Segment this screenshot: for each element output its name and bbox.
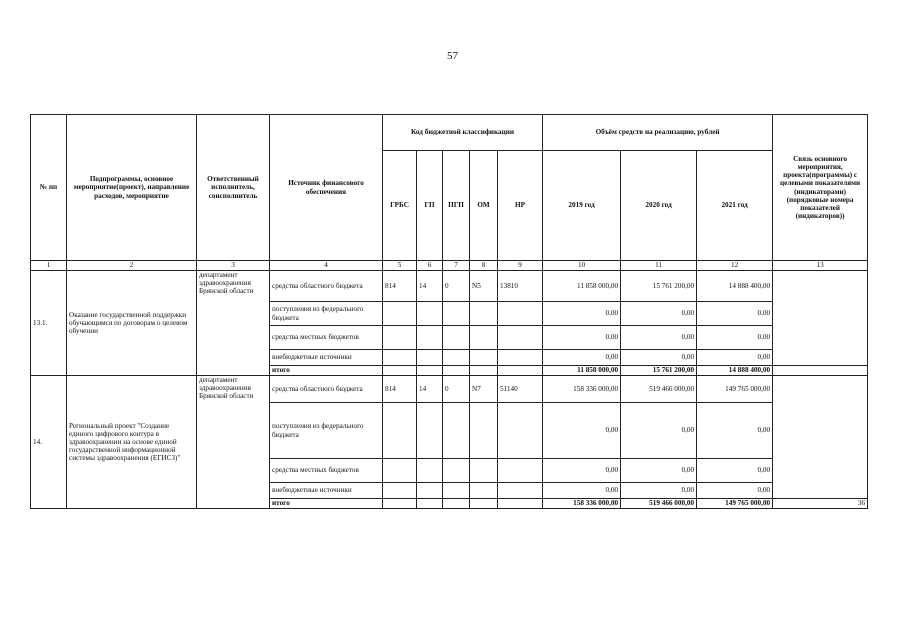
grbs-code <box>383 350 417 366</box>
grbs-code <box>383 459 417 483</box>
row-number: 14. <box>31 376 67 509</box>
grbs-code <box>383 326 417 350</box>
amount-2020: 0,00 <box>621 483 697 499</box>
amount-2019: 0,00 <box>543 326 621 350</box>
amount-2020: 15 761 200,00 <box>621 271 697 302</box>
amount-2020: 0,00 <box>621 326 697 350</box>
funding-source: средства областного бюджета <box>270 271 383 302</box>
nr-code <box>498 459 543 483</box>
pgp-code: 0 <box>443 271 470 302</box>
header-2021: 2021 год <box>697 151 773 261</box>
amount-2021: 0,00 <box>697 459 773 483</box>
nr-code: 51140 <box>498 376 543 403</box>
nr-code <box>498 499 543 509</box>
om-code <box>470 499 498 509</box>
funding-source: внебюджетные источники <box>270 483 383 499</box>
pgp-code: 0 <box>443 376 470 403</box>
om-code <box>470 302 498 326</box>
header-pgp: ПГП <box>443 151 470 261</box>
amount-2019: 0,00 <box>543 483 621 499</box>
amount-2021: 0,00 <box>697 403 773 459</box>
header-2020: 2020 год <box>621 151 697 261</box>
header-volume-group: Объём средств на реализацию, рублей <box>543 115 773 151</box>
amount-2020: 0,00 <box>621 350 697 366</box>
col-number: 13 <box>773 261 868 271</box>
gp-code: 14 <box>417 376 443 403</box>
total-2019: 158 336 000,00 <box>543 499 621 509</box>
pgp-code <box>443 302 470 326</box>
nr-code <box>498 326 543 350</box>
amount-2021: 149 765 000,00 <box>697 376 773 403</box>
amount-2020: 0,00 <box>621 403 697 459</box>
nr-code <box>498 350 543 366</box>
om-code <box>470 483 498 499</box>
col-number: 7 <box>443 261 470 271</box>
om-code <box>470 366 498 376</box>
funding-source: поступления из федерального бюджета <box>270 403 383 459</box>
gp-code <box>417 499 443 509</box>
amount-2020: 0,00 <box>621 459 697 483</box>
responsible-executor: департамент здравоохранения Брянской области <box>197 376 270 509</box>
budget-table <box>30 114 868 509</box>
total-2019: 11 858 000,00 <box>543 366 621 376</box>
header-kbk-group: Код бюджетной классификации <box>383 115 543 151</box>
gp-code: 14 <box>417 271 443 302</box>
grbs-code <box>383 302 417 326</box>
header-responsible: Ответственный исполнитель, соисполнитель <box>197 115 270 261</box>
funding-source: внебюджетные источники <box>270 350 383 366</box>
funding-source: средства местных бюджетов <box>270 459 383 483</box>
nr-code <box>498 302 543 326</box>
amount-2019: 0,00 <box>543 350 621 366</box>
header-no: № пп <box>31 115 67 261</box>
nr-code <box>498 366 543 376</box>
grbs-code <box>383 403 417 459</box>
amount-2021: 0,00 <box>697 302 773 326</box>
funding-source: поступления из федерального бюджета <box>270 302 383 326</box>
col-number: 8 <box>470 261 498 271</box>
header-source: Источник финансового обеспечения <box>270 115 383 261</box>
grbs-code <box>383 366 417 376</box>
indicator-link <box>773 376 868 499</box>
column-number-row <box>31 261 868 271</box>
col-number: 5 <box>383 261 417 271</box>
om-code: N5 <box>470 271 498 302</box>
total-2021: 149 765 000,00 <box>697 499 773 509</box>
col-number: 4 <box>270 261 383 271</box>
funding-source: средства местных бюджетов <box>270 326 383 350</box>
pgp-code <box>443 350 470 366</box>
pgp-code <box>443 499 470 509</box>
nr-code <box>498 403 543 459</box>
total-label: итого <box>270 366 383 376</box>
header-om: ОМ <box>470 151 498 261</box>
header-subprogram: Подпрограммы, основное мероприятие(проект), направление расходов, мероприятие <box>67 115 197 261</box>
amount-2021: 0,00 <box>697 483 773 499</box>
row-number: 13.1. <box>31 271 67 376</box>
amount-2020: 519 466 000,00 <box>621 376 697 403</box>
amount-2019: 0,00 <box>543 302 621 326</box>
om-code <box>470 459 498 483</box>
page-number: 57 <box>447 50 458 62</box>
header-gp: ГП <box>417 151 443 261</box>
col-number: 1 <box>31 261 67 271</box>
pgp-code <box>443 459 470 483</box>
header-nr: НР <box>498 151 543 261</box>
om-code <box>470 403 498 459</box>
responsible-executor: департамент здравоохранения Брянской области <box>197 271 270 376</box>
pgp-code <box>443 366 470 376</box>
gp-code <box>417 366 443 376</box>
pgp-code <box>443 326 470 350</box>
amount-2019: 0,00 <box>543 403 621 459</box>
gp-code <box>417 326 443 350</box>
gp-code <box>417 403 443 459</box>
grbs-code: 814 <box>383 271 417 302</box>
pgp-code <box>443 483 470 499</box>
gp-code <box>417 459 443 483</box>
om-code <box>470 350 498 366</box>
indicator-link <box>773 366 868 376</box>
measure-name: Оказание государственной поддержки обучающимся по договорам о целевом обучении <box>67 271 197 376</box>
grbs-code <box>383 483 417 499</box>
total-2020: 519 466 000,00 <box>621 499 697 509</box>
amount-2019: 158 336 000,00 <box>543 376 621 403</box>
gp-code <box>417 350 443 366</box>
col-number: 9 <box>498 261 543 271</box>
om-code: N7 <box>470 376 498 403</box>
gp-code <box>417 302 443 326</box>
total-label: итого <box>270 499 383 509</box>
amount-2021: 0,00 <box>697 350 773 366</box>
om-code <box>470 326 498 350</box>
measure-name: Региональный проект "Создание единого цифрового контура в здравоохранении на основе единой государственной информационной системы здравоохранения (ЕГИСЗ)" <box>67 376 197 509</box>
header-link: Связь основного мероприятия, проекта(программы) с целевыми показателями (индикаторами) (порядковые номера показателей (индикаторов)) <box>773 115 868 261</box>
nr-code <box>498 483 543 499</box>
pgp-code <box>443 403 470 459</box>
amount-2019: 0,00 <box>543 459 621 483</box>
funding-source: средства областного бюджета <box>270 376 383 403</box>
header-grbs: ГРБС <box>383 151 417 261</box>
amount-2021: 14 888 400,00 <box>697 271 773 302</box>
col-number: 12 <box>697 261 773 271</box>
grbs-code: 814 <box>383 376 417 403</box>
total-2021: 14 888 400,00 <box>697 366 773 376</box>
indicator-link <box>773 271 868 366</box>
indicator-link: 36 <box>773 499 868 509</box>
grbs-code <box>383 499 417 509</box>
col-number: 6 <box>417 261 443 271</box>
header-2019: 2019 год <box>543 151 621 261</box>
col-number: 3 <box>197 261 270 271</box>
amount-2020: 0,00 <box>621 302 697 326</box>
table-row <box>31 271 868 302</box>
col-number: 11 <box>621 261 697 271</box>
col-number: 2 <box>67 261 197 271</box>
col-number: 10 <box>543 261 621 271</box>
gp-code <box>417 483 443 499</box>
amount-2019: 11 858 000,00 <box>543 271 621 302</box>
table-row <box>31 376 868 403</box>
amount-2021: 0,00 <box>697 326 773 350</box>
total-2020: 15 761 200,00 <box>621 366 697 376</box>
nr-code: 13810 <box>498 271 543 302</box>
